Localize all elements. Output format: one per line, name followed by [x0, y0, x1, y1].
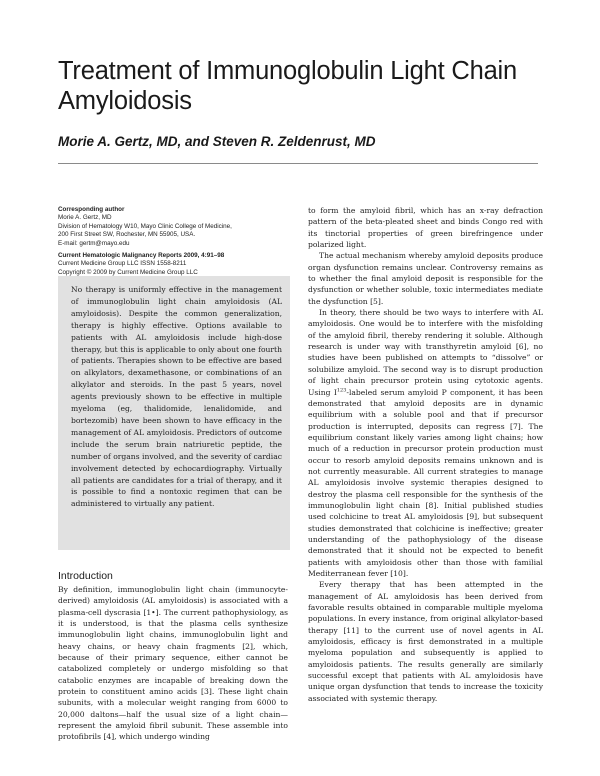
body-paragraph-1: to form the amyloid fibril, which has an x-ray defraction pattern of the beta-pleated sheet and binds Congo red with its tinctorial properties of green birefringence under polarized light.: [308, 206, 543, 250]
article-title: Treatment of Immunoglobulin Light Chain Amyloidosis: [58, 57, 518, 115]
section-heading-introduction: Introduction: [58, 570, 113, 582]
body-paragraph-3-part-a: In theory, there should be two ways to interfere with AL amyloidosis. One would be to interfere with the misfolding of the amyloid fibril, thereby rendering it soluble. Although research is under way with transthyretin amyloid [6], no studies have been published on attempts to “dissolve” or solubilize amyloid. The second way is to disrupt production of light chain precursor protein using cytotoxic agents. Using I: [308, 308, 543, 397]
body-paragraph-2: The actual mechanism whereby amyloid deposits produce organ dysfunction remains unclear. Controversy remains as to whether the final amyloid deposit is responsible for the dysfunction or whether soluble, toxic intermediates mediate the dysfunction [5].: [308, 251, 543, 306]
left-column: [58, 570, 288, 743]
body-paragraph-3-part-b: -labeled serum amyloid P component, it has been demonstrated that amyloid deposits are in dynamic equilibrium with a soluble pool and that if precursor production is interrupted, deposits can regress [7]. The equilibrium constant likely varies among light chains; how much of a reduction in precursor protein production must occur to resorb amyloid deposits remains unknown and is not currently measurable. All current strategies to manage AL amyloidosis involve systemic therapies designed to destroy the plasma cell responsible for the synthesis of the immunoglobulin light chain [8]. Initial published studies used colchicine to treat AL amyloidosis [9], but subsequent studies demonstrated that colchicine is ineffective; greater understanding of the pathophysiology of the disease demonstrated that it should not be expected to benefit patients with amyloidosis other than those with familial Mediterranean fever [10].: [308, 387, 543, 578]
corresponding-author-email: E-mail: gertm@mayo.edu: [58, 239, 130, 247]
corresponding-author-name: Morie A. Gertz, MD: [58, 214, 112, 222]
author-list: Morie A. Gertz, MD, and Steven R. Zeldenrust, MD: [58, 134, 376, 149]
title-divider: [58, 163, 538, 164]
isotope-superscript: 123: [336, 386, 347, 393]
introduction-paragraph: By definition, immunoglobulin light chain (immunocyte-derived) amyloidosis (AL amyloidosis) is associated with a plasma-cell dyscrasia [1•]. The current pathophysiology, as it is understood, is that the plasma cells synthesize immunoglobulin light chains, immunoglobulin light and heavy chains, or heavy chain fragments [2], which, because of their primary sequence, either cannot be catabolized completely or undergo misfolding so that catabolic enzymes are incapable of breaking down the protein to constituent amino acids [3]. These light chain subunits, with a molecular weight ranging from 6000 to 20,000 daltons—half the usual size of a light chain—represent the amyloid fibril subunit. These assemble into protofibrils [4], which undergo winding: [58, 585, 288, 742]
correspondence-label: Corresponding author: [58, 206, 125, 213]
abstract-text: No therapy is uniformly effective in the management of immunoglobulin light chain amyloidosis (AL amyloidosis). Despite the common generalization, therapy is highly effective. Options available to patients with AL amyloidosis include high-dose therapy, but this is applicable to only about one fourth of patients. Therapies shown to be effective are based on alkylators, dexamethasone, or combinations of an alkylator and steroids. In the past 5 years, novel agents previously shown to be effective in multiple myeloma (eg, thalidomide, lenalidomide, and bortezomib) have been shown to have efficacy in the management of AL amyloidosis. Predictors of outcome include the serum brain natriuretic peptide, the number of organs involved, and the severity of cardiac involvement detected by echocardiography. Virtually all patients are candidates for a trial of therapy, and it is possible to find a nontoxic regimen that can be administered to virtually any patient.: [71, 285, 282, 509]
abstract-box: [58, 276, 290, 550]
publisher-issn: Current Medicine Group LLC ISSN 1558-8211: [58, 260, 187, 268]
copyright-notice: Copyright © 2009 by Current Medicine Group LLC: [58, 268, 198, 276]
body-paragraph-4: Every therapy that has been attempted in the management of AL amyloidosis has been derived from favorable results obtained in comparable multiple myeloma populations. In every instance, from original alkylator-based therapy [11] to the current use of novel agents in AL amyloidosis, efficacy is first demonstrated in a multiple myeloma population and subsequently is applied to amyloidosis patients. The results generally are similarly successful except that patients with AL amyloidosis have unique organ dysfunction that tends to increase the toxicity associated with systemic therapy.: [308, 580, 543, 703]
corresponding-author-address: 200 First Street SW, Rochester, MN 55905, USA.: [58, 231, 196, 239]
journal-citation: Current Hematologic Malignancy Reports 2009, 4:91–98: [58, 252, 225, 260]
right-column: [308, 205, 543, 704]
corresponding-author-affiliation: Division of Hematology W10, Mayo Clinic College of Medicine,: [58, 222, 232, 230]
body-paragraph-3: [308, 307, 543, 579]
article-metadata: [58, 206, 303, 277]
